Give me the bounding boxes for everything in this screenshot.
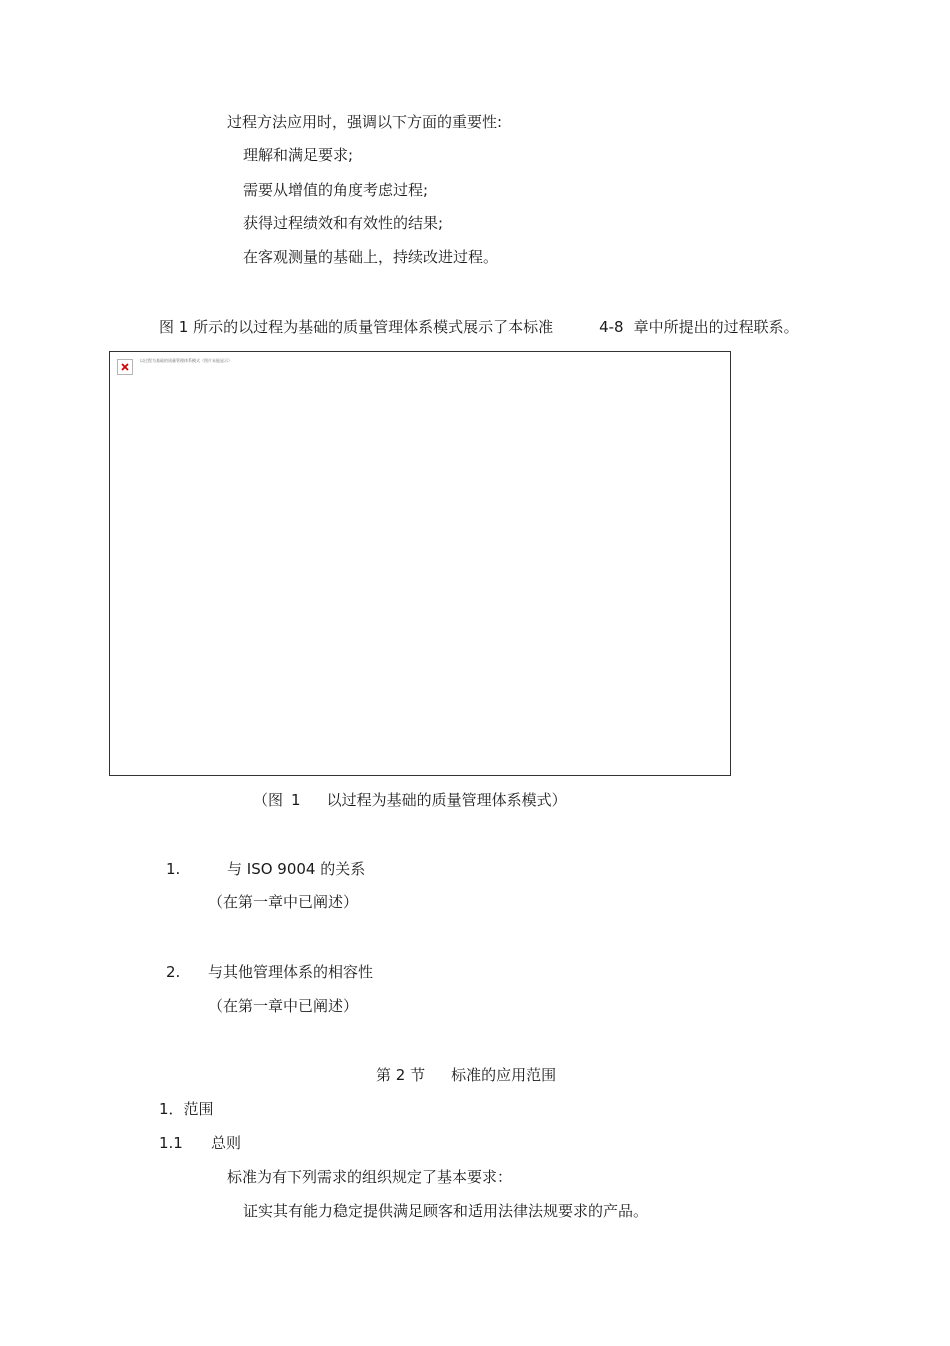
section-note: （在第一章中已阐述）: [208, 893, 359, 911]
figure-reference-text: 图 1 所示的以过程为基础的质量管理体系模式展示了本标准: [159, 318, 554, 336]
section-title: 与 ISO 9004 的关系: [227, 860, 366, 878]
section-title: 与其他管理体系的相容性: [208, 963, 374, 981]
scope-sub-title: 总则: [211, 1134, 242, 1152]
figure-reference: [159, 317, 799, 337]
intro-point: 需要从增值的角度考虑过程;: [243, 181, 429, 199]
scope-heading: 1．范围: [159, 1100, 214, 1118]
broken-image-icon: [117, 359, 133, 375]
section-number: 2.: [166, 963, 181, 981]
intro-point: 获得过程绩效和有效性的结果;: [243, 214, 444, 232]
scope-item: 证实其有能力稳定提供满足顾客和适用法律法规要求的产品。: [243, 1202, 649, 1220]
intro-point: 在客观测量的基础上，持续改进过程。: [243, 248, 499, 266]
figure-caption: [253, 790, 567, 810]
broken-image-alt-text: 以过程为基础的质量管理体系模式（图片未能显示）: [140, 358, 232, 363]
figure-reference-chapters: 4-8: [599, 318, 624, 336]
chapter-title: 标准的应用范围: [451, 1066, 557, 1084]
scope-lead: 标准为有下列需求的组织规定了基本要求：: [227, 1168, 513, 1186]
intro-point: 理解和满足要求;: [243, 146, 354, 164]
intro-lead: 过程方法应用时，强调以下方面的重要性:: [227, 113, 503, 131]
chapter-label: 第 2 节: [376, 1066, 426, 1084]
chapter-heading: [376, 1065, 556, 1085]
figure-frame: [109, 351, 731, 776]
figure-caption-prefix: （图: [253, 791, 284, 809]
section-note: （在第一章中已阐述）: [208, 997, 359, 1015]
section-number: 1.: [166, 860, 181, 878]
figure-caption-title: 以过程为基础的质量管理体系模式）: [326, 791, 567, 809]
figure-reference-tail: 章中所提出的过程联系。: [633, 318, 799, 336]
figure-caption-number: 1: [291, 791, 301, 809]
scope-sub-number: 1.1: [159, 1134, 183, 1152]
